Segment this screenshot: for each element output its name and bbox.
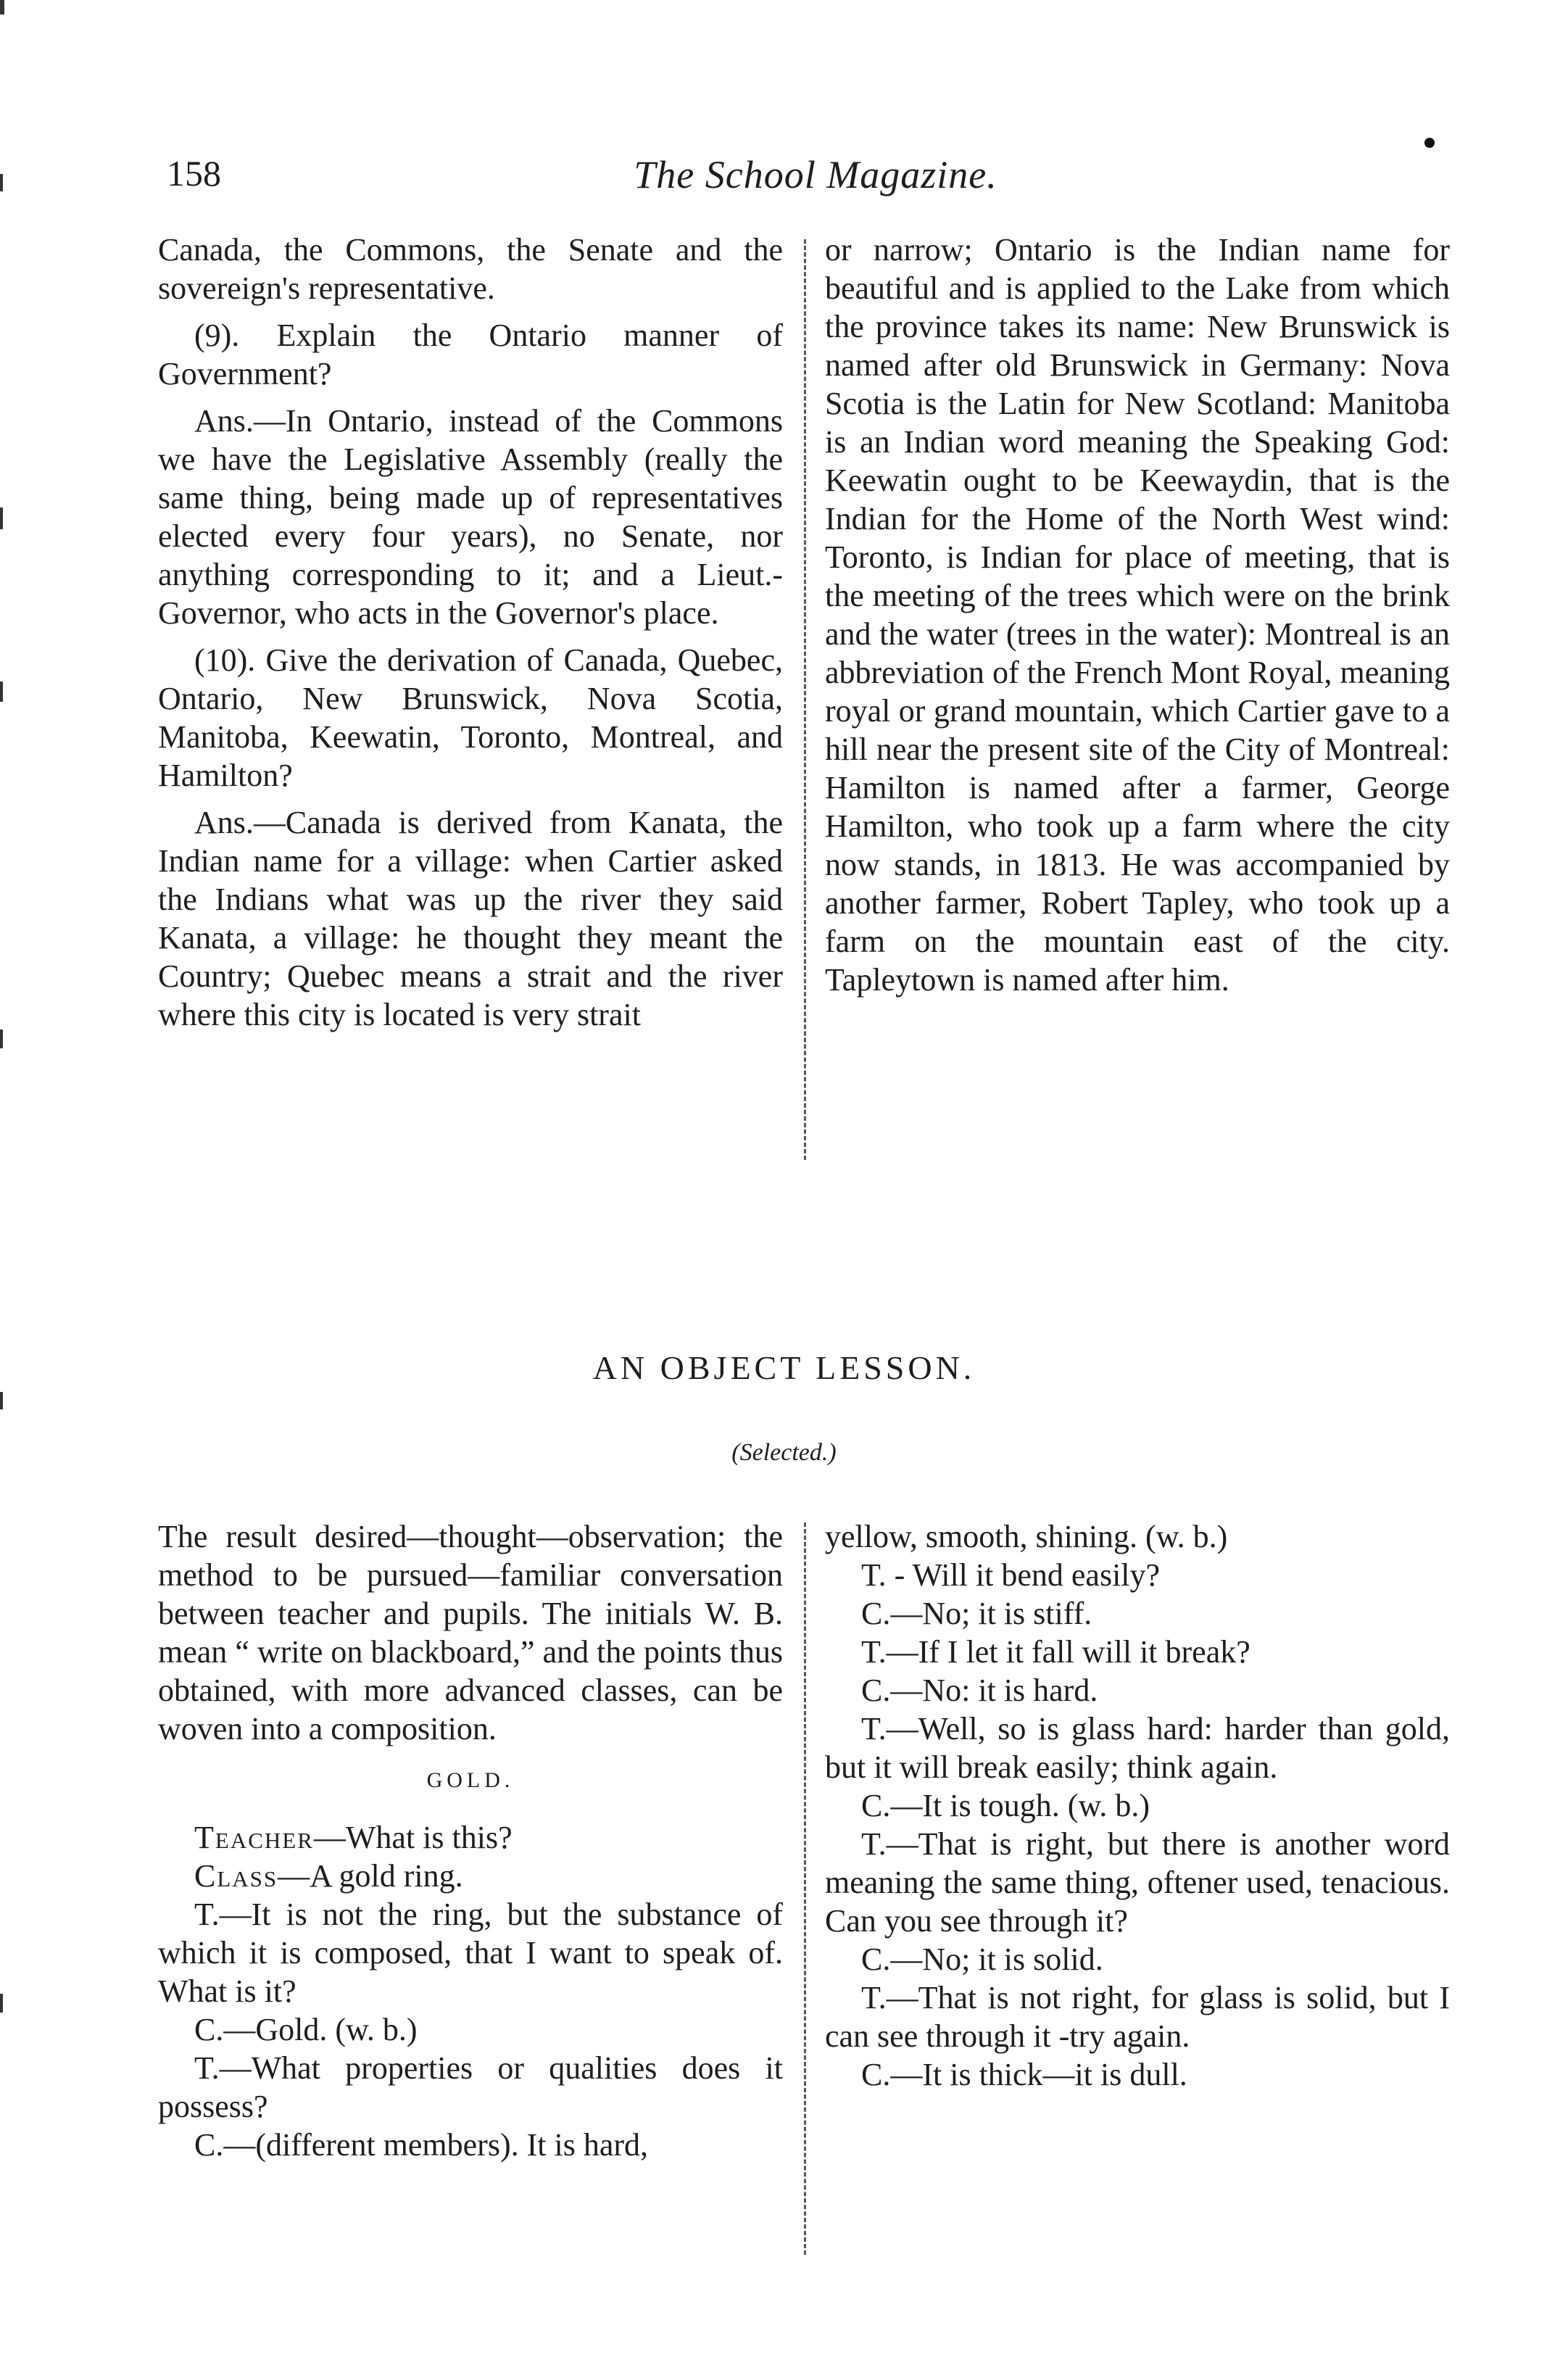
- speaker-label: Teacher: [194, 1820, 314, 1855]
- top-right-column: [825, 231, 1450, 999]
- page-header: [152, 152, 1479, 203]
- dialogue-line: T.—That is not right, for glass is solid, but I can see through it -try again.: [825, 1980, 1450, 2054]
- scan-edge-mark: [0, 0, 4, 14]
- dialogue-line: C.—No: it is hard.: [861, 1673, 1098, 1708]
- dialogue-line: C.—No; it is solid.: [861, 1942, 1103, 1977]
- dialogue-line: T.—It is not the ring, but the substance of which it is composed, that I want to speak of. What is it?: [158, 1897, 783, 2009]
- dialogue-line: T.—What properties or qualities does it possess?: [158, 2050, 783, 2124]
- bottom-right-column: [825, 1517, 1450, 2094]
- question-9: (9). Explain the Ontario manner of Government?: [158, 318, 783, 391]
- paragraph: or narrow; Ontario is the Indian name for beautiful and is applied to the Lake from which the province takes its name: New Brunswick is named after old Brunswick in Germany: Nova Scotia is the Latin for New Scotland: Manitoba is an Indian word meaning the Speaking God: Keewatin ought to be Keewaydin, that is the Indian for the Home of the North West wind: Toronto, is Indian for place of meeting, that is the meeting of the trees which were on the brink and the water (trees in the water): Montreal is an abbreviation of the French Mont Royal, meaning royal or grand mountain, which Cartier gave to a hill near the present site of the City of Montreal: Hamilton is named after a farmer, George Hamilton, who took up a farm where the city now stands, in 1813. He was accompanied by another farmer, Robert Tapley, who took up a farm on the mountain east of the city. Tapleytown is named after him.: [825, 232, 1450, 998]
- scan-edge-mark: [0, 1994, 3, 2013]
- column-rule-top: [804, 239, 806, 1160]
- ink-dot: [1424, 138, 1435, 148]
- section-heading: GOLD.: [426, 1768, 515, 1792]
- dialogue-line: T.—Well, so is glass hard: harder than gold, but it will break easily; think again.: [825, 1711, 1450, 1785]
- page-number: 158: [167, 153, 221, 194]
- speaker-label: Class: [194, 1858, 278, 1894]
- intro-paragraph: The result desired—thought—observation; the method to be pursued—familiar conversation between teacher and pupils. The initials W. B. mean “ write on blackboard,” and the points thus obtained, with more advanced classes, can be woven into a composition.: [158, 1519, 783, 1746]
- question-10: (10). Give the derivation of Canada, Quebec, Ontario, New Brunswick, Nova Scotia, Manitoba, Keewatin, Toronto, Montreal, and Hamilton?: [158, 642, 783, 793]
- answer-10: Ans.—Canada is derived from Kanata, the Indian name for a village: when Cartier asked the Indians what was up the river they said Kanata, a village: he thought they meant the Country; Quebec means a strait and the river where this city is located is very strait: [158, 805, 783, 1032]
- scan-edge-mark: [0, 1392, 3, 1409]
- scan-edge-mark: [0, 174, 3, 191]
- line-text: —A gold ring.: [278, 1858, 463, 1894]
- scan-edge-mark: [0, 507, 3, 529]
- dialogue-line: T.—That is right, but there is another word meaning the same thing, oftener used, tenacious. Can you see through it?: [825, 1826, 1450, 1939]
- dialogue-line: [158, 1857, 783, 1895]
- dialogue-line: C.—It is thick—it is dull.: [861, 2057, 1187, 2092]
- dialogue-line: C.—No; it is stiff.: [861, 1596, 1092, 1631]
- dialogue-line: yellow, smooth, shining. (w. b.): [825, 1519, 1228, 1554]
- dialogue-line: C.—(different members). It is hard,: [194, 2127, 649, 2163]
- dialogue-line: T. - Will it bend easily?: [861, 1557, 1161, 1593]
- top-left-column: [158, 231, 783, 1034]
- paragraph: Canada, the Commons, the Senate and the sovereign's representative.: [158, 232, 783, 306]
- column-rule-bottom: [804, 1522, 806, 2255]
- dialogue-line: [158, 1818, 783, 1857]
- running-title: The School Magazine.: [634, 153, 997, 196]
- scan-edge-mark: [0, 1029, 3, 1048]
- line-text: —What is this?: [313, 1820, 513, 1855]
- bottom-left-column: [158, 1517, 783, 2164]
- dialogue-line: C.—Gold. (w. b.): [194, 2012, 418, 2047]
- dialogue-line: C.—It is tough. (w. b.): [861, 1788, 1150, 1823]
- article-title: AN OBJECT LESSON.: [592, 1349, 976, 1386]
- scan-edge-mark: [0, 681, 3, 702]
- article-subtitle: (Selected.): [731, 1439, 837, 1466]
- answer-9: Ans.—In Ontario, instead of the Commons we have the Legislative Assembly (really the same thing, being made up of representatives elected every four years), no Senate, nor anything corresponding to it; and a Lieut.-Governor, who acts in the Governor's place.: [158, 403, 783, 631]
- dialogue-line: T.—If I let it fall will it break?: [861, 1634, 1250, 1670]
